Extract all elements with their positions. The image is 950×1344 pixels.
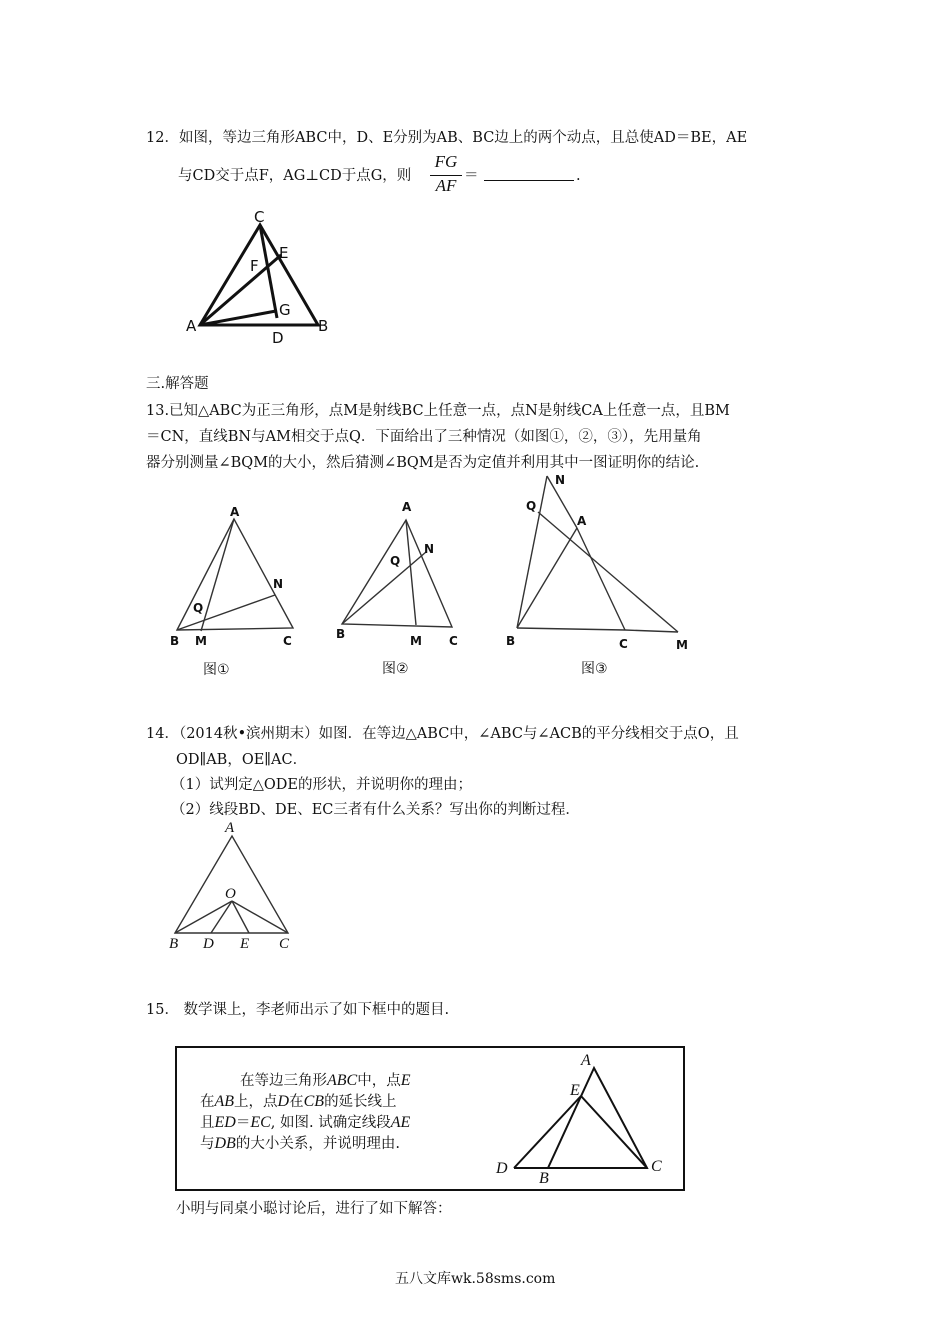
fig3-label-c: C	[619, 637, 628, 651]
fig2-label-m: M	[410, 634, 422, 648]
q13-line3: 器分别测量∠BQM的大小，然后猜测∠BQM是否为定值并利用其中一图证明你的结论.	[146, 455, 700, 471]
q15-box-line4: 与DB的大小关系，并说明理由.	[200, 1135, 400, 1152]
q13-figure-2	[332, 495, 472, 675]
q12-answer-blank[interactable]	[484, 180, 574, 181]
fig2-segment-am	[406, 520, 416, 625]
q15-box-line3: 且ED＝EC, 如图. 试确定线段AE	[200, 1114, 411, 1131]
q14-sub2: （2）线段BD、DE、EC三者有什么关系？写出你的判断过程．	[171, 802, 580, 818]
section-title: 三.解答题	[146, 376, 209, 392]
fig3-segment-ac	[577, 528, 625, 630]
fig2-caption: 图②	[382, 661, 409, 677]
q14-triangle-abc	[175, 836, 288, 933]
fig2-triangle	[342, 520, 452, 627]
fig2-label-c: C	[449, 634, 458, 648]
q14-label-b: B	[169, 936, 179, 952]
q15-label-d: D	[496, 1160, 508, 1177]
q14-segment-od	[211, 901, 232, 933]
fig3-segment-ba	[517, 528, 577, 628]
q13-figure-3	[500, 470, 700, 677]
q15-label-a: A	[581, 1052, 591, 1069]
q12-label-g: G	[279, 301, 291, 319]
fig3-segment-qm	[538, 512, 678, 632]
q15-figure	[490, 1048, 680, 1188]
q14-label-o: O	[225, 886, 236, 902]
fig1-label-b: B	[170, 634, 180, 648]
q15-box-line1: 在等边三角形ABC中，点E	[240, 1072, 411, 1089]
fig3-label-n: N	[555, 473, 566, 487]
fig3-label-m: M	[676, 638, 688, 652]
q13-figure-1	[165, 500, 305, 680]
q12-line2: 与CD交于点F，AG⊥CD于点G，则	[178, 168, 412, 184]
q12-label-d: D	[272, 329, 284, 347]
q15-label-b: B	[539, 1170, 549, 1187]
q14-label-a: A	[225, 820, 235, 836]
q15-segment-de	[514, 1096, 581, 1168]
q14-line2: OD∥AB，OE∥AC．	[176, 752, 308, 768]
footer-watermark: 五八文库wk.58sms.com	[395, 1271, 556, 1287]
fig3-label-b: B	[506, 634, 516, 648]
fig2-label-n: N	[424, 542, 435, 556]
q14-segment-bo	[175, 901, 232, 933]
q14-figure	[165, 818, 305, 958]
fig2-label-a: A	[402, 500, 412, 514]
q15-label-c: C	[651, 1158, 662, 1175]
q14-sub1: （1）试判定△ODE的形状，并说明你的理由；	[171, 777, 472, 793]
fig3-label-q: Q	[526, 499, 537, 513]
q14-label-d: D	[203, 936, 214, 952]
fig2-label-b: B	[336, 627, 346, 641]
fig2-label-q: Q	[390, 554, 401, 568]
q13-line1: 13.已知△ABC为正三角形，点M是射线BC上任意一点，点N是射线CA上任意一点，且BM	[146, 403, 730, 419]
q12-label-e: E	[279, 244, 289, 262]
fig1-label-m: M	[195, 634, 207, 648]
q14-label-c: C	[279, 936, 290, 952]
q15-after-box: 小明与同桌小聪讨论后，进行了如下解答：	[176, 1201, 452, 1217]
q15-box-line2: 在AB上，点D在CB的延长线上	[200, 1093, 397, 1110]
fig3-segment-bc	[517, 628, 625, 630]
q12-equals: ＝	[464, 168, 479, 184]
fig3-segment-cm	[625, 630, 678, 632]
q13-line2: ＝CN，直线BN与AM相交于点Q．下面给出了三种情况（如图①，②，③），先用量角	[146, 429, 702, 445]
fig1-label-c: C	[283, 634, 292, 648]
q12-label-c: C	[254, 208, 265, 226]
q15-line1: 15． 数学课上，李老师出示了如下框中的题目.	[146, 1002, 450, 1018]
q15-label-e: E	[570, 1082, 580, 1099]
q12-period: .	[576, 168, 581, 184]
fig1-caption: 图①	[203, 662, 230, 678]
fig2-segment-bn	[342, 552, 426, 624]
q12-fraction-denominator: AF	[435, 176, 457, 195]
fig3-label-a: A	[577, 514, 587, 528]
fig3-caption: 图③	[581, 661, 608, 677]
q12-line1: 12．如图，等边三角形ABC中，D、E分别为AB、BC边上的两个动点，且总使AD＝BE，AE	[146, 130, 748, 146]
fig1-label-q: Q	[193, 601, 204, 615]
q12-figure	[180, 205, 380, 355]
q12-fraction-numerator: FG	[434, 152, 458, 171]
fig1-label-a: A	[230, 505, 240, 519]
q14-line1: 14．（2014秋•滨州期末）如图．在等边△ABC中，∠ABC与∠ACB的平分线相交于点O，且	[146, 726, 739, 742]
q14-label-e: E	[240, 936, 250, 952]
q12-segment-ag	[200, 311, 276, 325]
q12-label-b: B	[318, 317, 329, 335]
q12-label-a: A	[186, 317, 197, 335]
fig1-label-n: N	[273, 577, 284, 591]
q12-label-f: F	[250, 257, 259, 275]
